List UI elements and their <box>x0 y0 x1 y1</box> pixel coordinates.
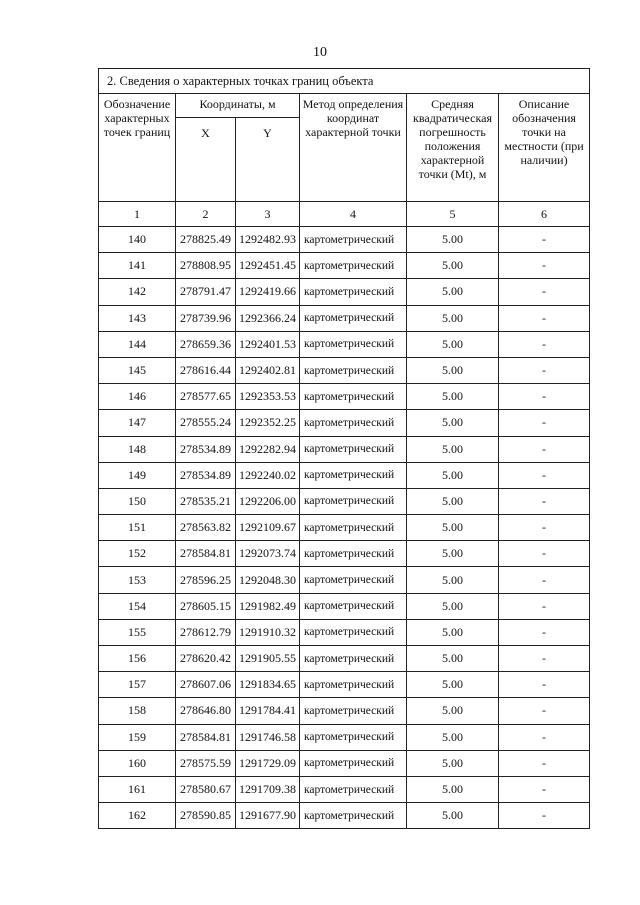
accuracy-cell: 5.00 <box>407 672 499 698</box>
description-cell: - <box>499 488 590 514</box>
point-id-cell: 158 <box>99 698 176 724</box>
method-cell: картометрический <box>300 803 407 829</box>
table-row <box>99 436 590 462</box>
accuracy-cell: 5.00 <box>407 279 499 305</box>
accuracy-cell: 5.00 <box>407 541 499 567</box>
table-row <box>99 776 590 802</box>
description-cell: - <box>499 593 590 619</box>
point-id-cell: 150 <box>99 488 176 514</box>
table-row <box>99 803 590 829</box>
table-row <box>99 253 590 279</box>
point-id-cell: 162 <box>99 803 176 829</box>
accuracy-cell: 5.00 <box>407 488 499 514</box>
method-cell: картометрический <box>300 253 407 279</box>
table-row <box>99 279 590 305</box>
accuracy-cell: 5.00 <box>407 410 499 436</box>
point-id-cell: 146 <box>99 384 176 410</box>
method-cell: картометрический <box>300 436 407 462</box>
coord-y-cell: 1292073.74 <box>236 541 300 567</box>
coord-y-cell: 1292048.30 <box>236 567 300 593</box>
coord-y-cell: 1291677.90 <box>236 803 300 829</box>
coord-y-cell: 1292402.81 <box>236 357 300 383</box>
coord-x-cell: 278563.82 <box>176 515 236 541</box>
table-row <box>99 357 590 383</box>
table-row <box>99 305 590 331</box>
coord-y-cell: 1292419.66 <box>236 279 300 305</box>
coord-x-cell: 278535.21 <box>176 488 236 514</box>
header-coordinates: Координаты, м <box>176 94 300 118</box>
coord-y-cell: 1291709.38 <box>236 776 300 802</box>
coord-x-cell: 278584.81 <box>176 541 236 567</box>
coord-x-cell: 278590.85 <box>176 803 236 829</box>
point-id-cell: 151 <box>99 515 176 541</box>
page-number: 10 <box>313 45 327 60</box>
coord-x-cell: 278555.24 <box>176 410 236 436</box>
description-cell: - <box>499 515 590 541</box>
accuracy-cell: 5.00 <box>407 305 499 331</box>
coord-x-cell: 278534.89 <box>176 436 236 462</box>
header-description: Описание обозначения точки на местности (при наличии) <box>499 94 590 202</box>
accuracy-cell: 5.00 <box>407 698 499 724</box>
method-cell: картометрический <box>300 541 407 567</box>
table-row <box>99 646 590 672</box>
table-row <box>99 698 590 724</box>
coord-y-cell: 1292451.45 <box>236 253 300 279</box>
description-cell: - <box>499 750 590 776</box>
point-id-cell: 152 <box>99 541 176 567</box>
accuracy-cell: 5.00 <box>407 384 499 410</box>
description-cell: - <box>499 462 590 488</box>
point-id-cell: 147 <box>99 410 176 436</box>
accuracy-cell: 5.00 <box>407 462 499 488</box>
point-id-cell: 141 <box>99 253 176 279</box>
accuracy-cell: 5.00 <box>407 619 499 645</box>
point-id-cell: 161 <box>99 776 176 802</box>
accuracy-cell: 5.00 <box>407 331 499 357</box>
point-id-cell: 143 <box>99 305 176 331</box>
description-cell: - <box>499 776 590 802</box>
point-id-cell: 144 <box>99 331 176 357</box>
method-cell: картометрический <box>300 279 407 305</box>
column-number: 6 <box>499 202 590 227</box>
point-id-cell: 156 <box>99 646 176 672</box>
description-cell: - <box>499 253 590 279</box>
description-cell: - <box>499 646 590 672</box>
table-row <box>99 567 590 593</box>
table-row <box>99 331 590 357</box>
coord-x-cell: 278791.47 <box>176 279 236 305</box>
column-number: 4 <box>300 202 407 227</box>
point-id-cell: 140 <box>99 227 176 253</box>
coord-y-cell: 1292109.67 <box>236 515 300 541</box>
description-cell: - <box>499 541 590 567</box>
coord-x-cell: 278612.79 <box>176 619 236 645</box>
table-row <box>99 724 590 750</box>
description-cell: - <box>499 384 590 410</box>
column-number: 1 <box>99 202 176 227</box>
method-cell: картометрический <box>300 357 407 383</box>
method-cell: картометрический <box>300 410 407 436</box>
method-cell: картометрический <box>300 698 407 724</box>
method-cell: картометрический <box>300 488 407 514</box>
coord-x-cell: 278616.44 <box>176 357 236 383</box>
point-id-cell: 155 <box>99 619 176 645</box>
header-y: Y <box>236 118 300 202</box>
coord-x-cell: 278825.49 <box>176 227 236 253</box>
coord-x-cell: 278584.81 <box>176 724 236 750</box>
description-cell: - <box>499 279 590 305</box>
accuracy-cell: 5.00 <box>407 593 499 619</box>
header-accuracy: Средняя квадратическая погрешность положения характерной точки (Mt), м <box>407 94 499 202</box>
coord-y-cell: 1291905.55 <box>236 646 300 672</box>
coord-y-cell: 1292240.02 <box>236 462 300 488</box>
method-cell: картометрический <box>300 646 407 672</box>
table-row <box>99 227 590 253</box>
coord-y-cell: 1292353.53 <box>236 384 300 410</box>
method-cell: картометрический <box>300 750 407 776</box>
coord-y-cell: 1291746.58 <box>236 724 300 750</box>
accuracy-cell: 5.00 <box>407 253 499 279</box>
coord-y-cell: 1291910.32 <box>236 619 300 645</box>
coord-x-cell: 278620.42 <box>176 646 236 672</box>
method-cell: картометрический <box>300 724 407 750</box>
coord-y-cell: 1291729.09 <box>236 750 300 776</box>
coord-y-cell: 1292482.93 <box>236 227 300 253</box>
coord-y-cell: 1292282.94 <box>236 436 300 462</box>
table-row <box>99 488 590 514</box>
coord-y-cell: 1292366.24 <box>236 305 300 331</box>
accuracy-cell: 5.00 <box>407 227 499 253</box>
accuracy-cell: 5.00 <box>407 724 499 750</box>
method-cell: картометрический <box>300 227 407 253</box>
description-cell: - <box>499 227 590 253</box>
coord-y-cell: 1291834.65 <box>236 672 300 698</box>
point-id-cell: 142 <box>99 279 176 305</box>
description-cell: - <box>499 698 590 724</box>
method-cell: картометрический <box>300 331 407 357</box>
coord-x-cell: 278534.89 <box>176 462 236 488</box>
coord-x-cell: 278739.96 <box>176 305 236 331</box>
coord-x-cell: 278575.59 <box>176 750 236 776</box>
coord-y-cell: 1291982.49 <box>236 593 300 619</box>
header-method: Метод определения координат характерной точки <box>300 94 407 202</box>
point-id-cell: 154 <box>99 593 176 619</box>
description-cell: - <box>499 724 590 750</box>
accuracy-cell: 5.00 <box>407 803 499 829</box>
table-row <box>99 515 590 541</box>
description-cell: - <box>499 410 590 436</box>
point-id-cell: 159 <box>99 724 176 750</box>
method-cell: картометрический <box>300 305 407 331</box>
coord-x-cell: 278577.65 <box>176 384 236 410</box>
column-number: 3 <box>236 202 300 227</box>
point-id-cell: 157 <box>99 672 176 698</box>
description-cell: - <box>499 672 590 698</box>
table-row <box>99 410 590 436</box>
table-row <box>99 462 590 488</box>
table-row <box>99 750 590 776</box>
method-cell: картометрический <box>300 384 407 410</box>
method-cell: картометрический <box>300 672 407 698</box>
coord-x-cell: 278659.36 <box>176 331 236 357</box>
method-cell: картометрический <box>300 567 407 593</box>
coord-x-cell: 278596.25 <box>176 567 236 593</box>
accuracy-cell: 5.00 <box>407 436 499 462</box>
method-cell: картометрический <box>300 776 407 802</box>
description-cell: - <box>499 803 590 829</box>
description-cell: - <box>499 357 590 383</box>
description-cell: - <box>499 305 590 331</box>
coord-y-cell: 1292352.25 <box>236 410 300 436</box>
method-cell: картометрический <box>300 515 407 541</box>
header-designation: Обозначение характерных точек границ <box>99 94 176 202</box>
coord-y-cell: 1292401.53 <box>236 331 300 357</box>
point-id-cell: 160 <box>99 750 176 776</box>
table-row <box>99 541 590 567</box>
accuracy-cell: 5.00 <box>407 357 499 383</box>
method-cell: картометрический <box>300 593 407 619</box>
coord-y-cell: 1292206.00 <box>236 488 300 514</box>
point-id-cell: 149 <box>99 462 176 488</box>
method-cell: картометрический <box>300 462 407 488</box>
column-number: 2 <box>176 202 236 227</box>
description-cell: - <box>499 436 590 462</box>
description-cell: - <box>499 331 590 357</box>
column-number: 5 <box>407 202 499 227</box>
boundary-points-table <box>98 68 590 829</box>
point-id-cell: 153 <box>99 567 176 593</box>
section-title: 2. Сведения о характерных точках границ объекта <box>99 69 590 94</box>
table-row <box>99 384 590 410</box>
table-row <box>99 593 590 619</box>
accuracy-cell: 5.00 <box>407 646 499 672</box>
accuracy-cell: 5.00 <box>407 750 499 776</box>
coord-x-cell: 278580.67 <box>176 776 236 802</box>
description-cell: - <box>499 567 590 593</box>
accuracy-cell: 5.00 <box>407 515 499 541</box>
description-cell: - <box>499 619 590 645</box>
method-cell: картометрический <box>300 619 407 645</box>
point-id-cell: 145 <box>99 357 176 383</box>
table-row <box>99 619 590 645</box>
table-row <box>99 672 590 698</box>
header-x: X <box>176 118 236 202</box>
point-id-cell: 148 <box>99 436 176 462</box>
coord-x-cell: 278605.15 <box>176 593 236 619</box>
coord-x-cell: 278607.06 <box>176 672 236 698</box>
coord-y-cell: 1291784.41 <box>236 698 300 724</box>
accuracy-cell: 5.00 <box>407 567 499 593</box>
coord-x-cell: 278646.80 <box>176 698 236 724</box>
accuracy-cell: 5.00 <box>407 776 499 802</box>
coord-x-cell: 278808.95 <box>176 253 236 279</box>
